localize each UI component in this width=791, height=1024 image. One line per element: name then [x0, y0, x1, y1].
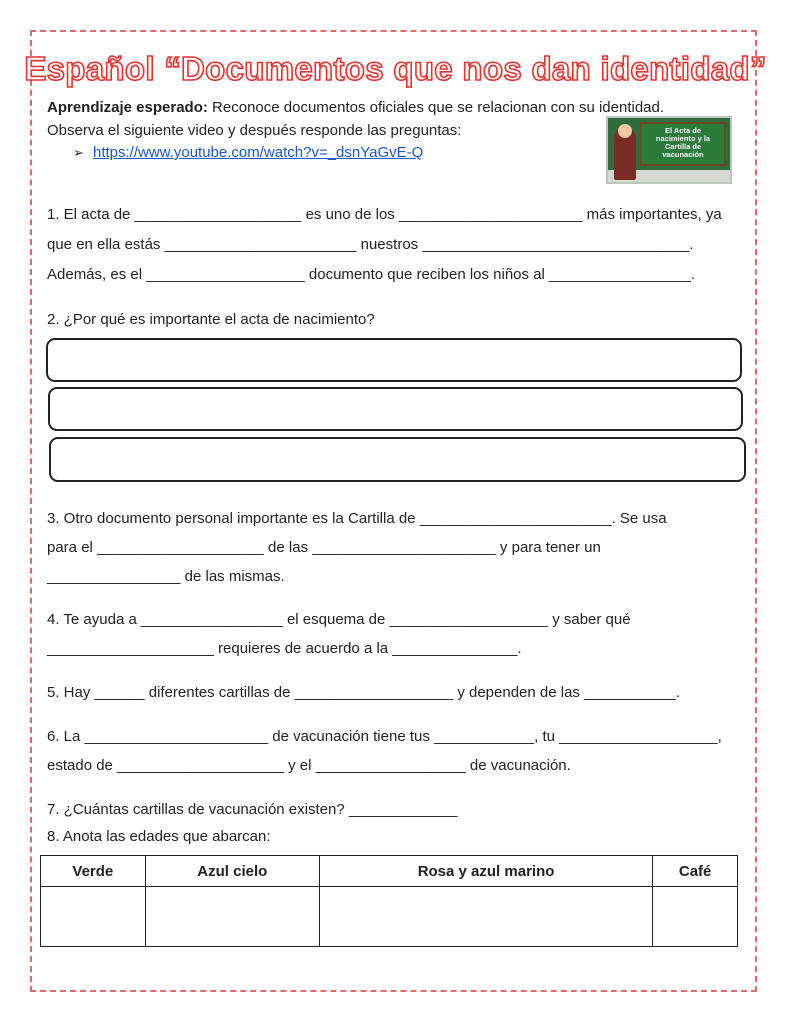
question-8: 8. Anota las edades que abarcan:	[47, 828, 271, 845]
answer-box-3[interactable]	[49, 437, 746, 482]
question-1-line-2: que en ella estás _______________________ nuestros ________________________________.	[47, 236, 694, 253]
answer-cell-verde[interactable]	[41, 887, 146, 947]
question-6-line-2: estado de ____________________ y el __________________ de vacunación.	[47, 757, 571, 774]
arrow-bullet-icon: ➢	[73, 145, 84, 160]
question-5: 5. Hay ______ diferentes cartillas de ___________________ y dependen de las ___________.	[47, 684, 681, 701]
answer-cell-azul-cielo[interactable]	[145, 887, 319, 947]
question-2: 2. ¿Por qué es importante el acta de nacimiento?	[47, 311, 375, 328]
video-link[interactable]: https://www.youtube.com/watch?v=_dsnYaGvE-Q	[93, 144, 424, 161]
question-3-line-2: para el ____________________ de las ______________________ y para tener un	[47, 539, 601, 556]
answer-box-2[interactable]	[48, 387, 743, 431]
question-4-line-2: ____________________ requieres de acuerdo a la _______________.	[47, 640, 522, 657]
header-verde: Verde	[41, 856, 146, 887]
intro-line	[47, 99, 664, 117]
question-4-line-1: 4. Te ayuda a _________________ el esquema de ___________________ y saber qué	[47, 611, 631, 628]
question-1-line-1: 1. El acta de ____________________ es uno de los ______________________ más importantes, ya	[47, 206, 722, 223]
thumbnail-line-4: vacunación	[662, 150, 704, 159]
answer-cell-rosa-azul-marino[interactable]	[319, 887, 652, 947]
answer-box-1[interactable]	[46, 338, 742, 382]
thumbnail-line-2: nacimiento y la	[655, 134, 711, 143]
ages-table	[40, 855, 738, 947]
question-3-line-3: ________________ de las mismas.	[47, 568, 285, 585]
intro-text: Reconoce documentos oficiales que se relacionan con su identidad.	[207, 99, 665, 116]
teacher-face-icon	[618, 124, 632, 138]
chalkboard	[640, 122, 726, 166]
header-cafe: Café	[653, 856, 738, 887]
video-thumbnail[interactable]	[606, 116, 732, 184]
thumbnail-line-3: Cartilla de	[664, 142, 702, 151]
table-header-row	[41, 856, 738, 887]
question-6-line-1: 6. La ______________________ de vacunación tiene tus ____________, tu ___________________,	[47, 728, 722, 745]
table-row	[41, 887, 738, 947]
header-rosa-azul-marino: Rosa y azul marino	[319, 856, 652, 887]
question-1-line-3: Además, es el ___________________ documento que reciben los niños al _________________.	[47, 266, 696, 283]
page-title: Español “Documentos que nos dan identidad”	[24, 50, 767, 87]
question-7: 7. ¿Cuántas cartillas de vacunación existen? _____________	[47, 801, 458, 818]
intro-label: Aprendizaje esperado:	[47, 99, 208, 116]
instruction-text: Observa el siguiente video y después responde las preguntas:	[47, 122, 462, 139]
thumbnail-line-1: El Acta de	[665, 126, 701, 135]
question-3-line-1: 3. Otro documento personal importante es la Cartilla de _______________________. Se usa	[47, 510, 667, 527]
answer-cell-cafe[interactable]	[653, 887, 738, 947]
header-azul-cielo: Azul cielo	[145, 856, 319, 887]
